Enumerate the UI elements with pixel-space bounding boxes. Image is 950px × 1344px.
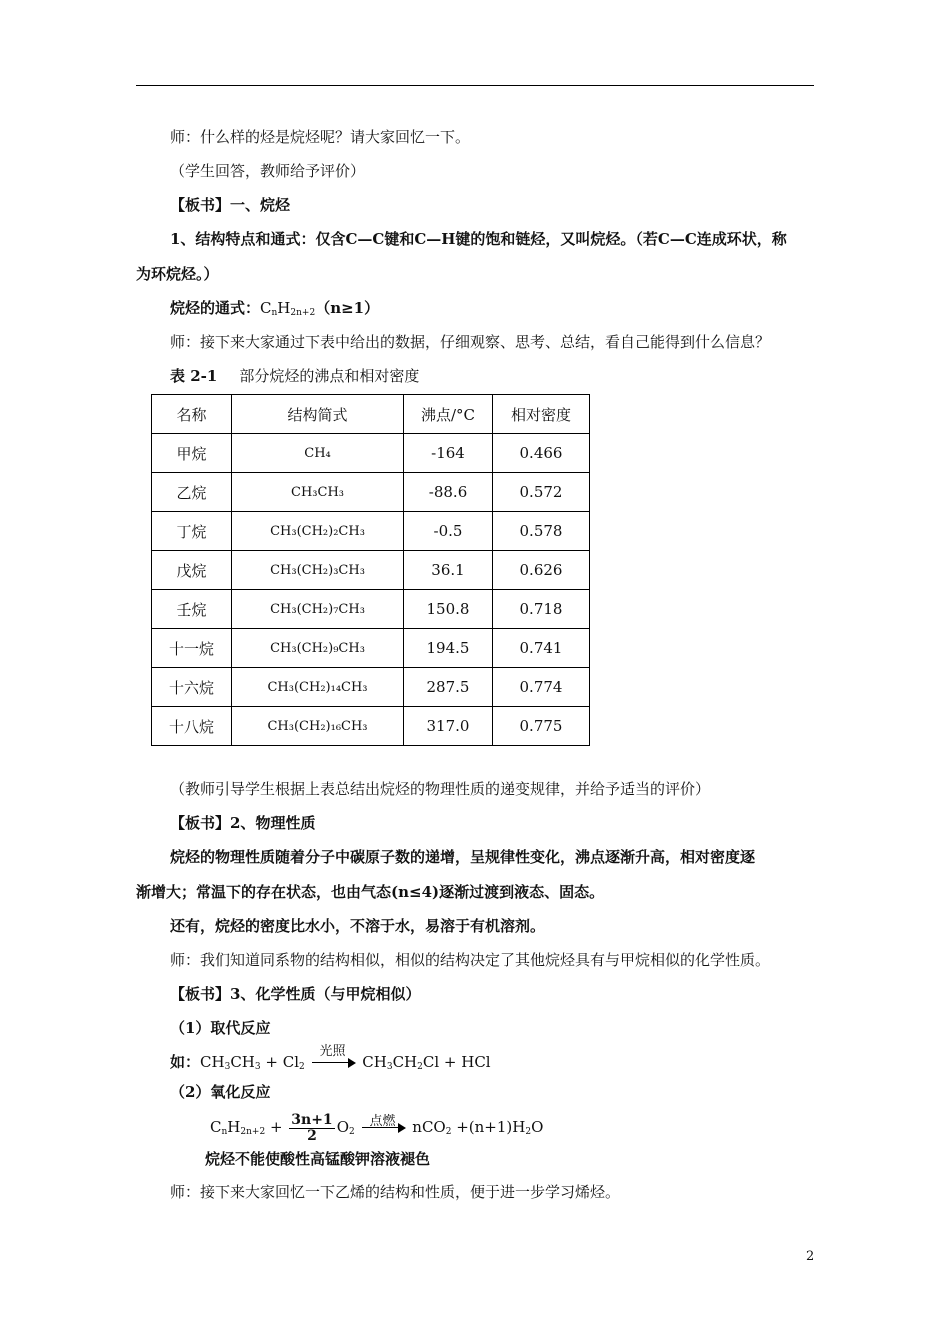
- board-heading-chemical: 【板书】3、化学性质（与甲烷相似）: [170, 985, 421, 1003]
- cell-name: 戊烷: [152, 551, 232, 590]
- cell-formula: CH₃(CH₂)₁₆CH₃: [232, 707, 404, 746]
- cell-bp: 150.8: [404, 590, 493, 629]
- physical-properties-cont: 渐增大；常温下的存在状态，也由气态(n≤4)逐渐过渡到液态、固态。: [136, 883, 605, 901]
- cell-density: 0.741: [493, 629, 590, 668]
- cell-name: 壬烷: [152, 590, 232, 629]
- cell-density: 0.774: [493, 668, 590, 707]
- cell-name: 十六烷: [152, 668, 232, 707]
- cell-bp: 194.5: [404, 629, 493, 668]
- cell-bp: -88.6: [404, 473, 493, 512]
- alkane-table: [151, 394, 590, 746]
- cell-bp: 317.0: [404, 707, 493, 746]
- table-caption: 表 2-1 部分烷烃的沸点和相对密度: [170, 367, 420, 385]
- formula-cnh2n2: $C_nH_{2n+2}$: [260, 299, 316, 318]
- header-density: 相对密度: [493, 395, 590, 434]
- density-solubility: 还有，烷烃的密度比水小，不溶于水，易溶于有机溶剂。: [170, 917, 546, 935]
- cell-name: 十八烷: [152, 707, 232, 746]
- table-row: [152, 707, 590, 746]
- cell-formula: CH₄: [232, 434, 404, 473]
- substitution-heading: （1）取代反应: [170, 1019, 271, 1037]
- structure-definition: 1、结构特点和通式：仅含C—C键和C—H键的饱和链烃，又叫烷烃。（若C—C连成环状，称: [170, 230, 787, 248]
- cell-name: 丁烷: [152, 512, 232, 551]
- cell-formula: CH₃(CH₂)₂CH₃: [232, 512, 404, 551]
- cell-density: 0.572: [493, 473, 590, 512]
- cell-name: 乙烷: [152, 473, 232, 512]
- teacher-guidance: （教师引导学生根据上表总结出烷烃的物理性质的递变规律，并给予适当的评价）: [170, 780, 711, 798]
- cell-formula: CH₃CH₃: [232, 473, 404, 512]
- teacher-instruction: 师：接下来大家通过下表中给出的数据，仔细观察、思考、总结，看自己能得到什么信息？: [170, 333, 771, 351]
- cell-density: 0.466: [493, 434, 590, 473]
- cell-density: 0.626: [493, 551, 590, 590]
- table-row: [152, 434, 590, 473]
- page-number: 2: [806, 1249, 815, 1264]
- general-formula: 烷烃的通式：$C_nH_{2n+2}(n\ge 1)$: [170, 299, 380, 318]
- header-rule: [136, 85, 814, 86]
- cell-formula: CH₃(CH₂)₃CH₃: [232, 551, 404, 590]
- cell-density: 0.578: [493, 512, 590, 551]
- board-heading-alkanes: 【板书】一、烷烃: [170, 196, 291, 214]
- teacher-homologue-note: 师：我们知道同系物的结构相似，相似的结构决定了其他烷烃具有与甲烷相似的化学性质。: [170, 951, 771, 969]
- header-name: 名称: [152, 395, 232, 434]
- teacher-ethylene-review: 师：接下来大家回忆一下乙烯的结构和性质，便于进一步学习烯烃。: [170, 1183, 621, 1201]
- physical-properties: 烷烃的物理性质随着分子中碳原子数的递增，呈规律性变化，沸点逐渐升高，相对密度逐: [170, 848, 756, 866]
- cell-formula: CH₃(CH₂)₉CH₃: [232, 629, 404, 668]
- reaction-arrow: 光照: [312, 1058, 356, 1068]
- table-row: [152, 551, 590, 590]
- reaction-arrow-ignite: 点燃: [362, 1123, 406, 1133]
- table-row: [152, 668, 590, 707]
- table-row: [152, 629, 590, 668]
- board-heading-physical: 【板书】2、物理性质: [170, 814, 316, 832]
- cell-bp: 287.5: [404, 668, 493, 707]
- cell-name: 甲烷: [152, 434, 232, 473]
- student-answer-note: （学生回答，教师给予评价）: [170, 162, 366, 180]
- cell-name: 十一烷: [152, 629, 232, 668]
- table-row: [152, 590, 590, 629]
- table-row: [152, 473, 590, 512]
- teacher-question: 师：什么样的烃是烷烃呢？请大家回忆一下。: [170, 128, 471, 146]
- cell-formula: CH₃(CH₂)₇CH₃: [232, 590, 404, 629]
- header-bp: 沸点/°C: [404, 395, 493, 434]
- cell-density: 0.775: [493, 707, 590, 746]
- table-header-row: [152, 395, 590, 434]
- cell-bp: -0.5: [404, 512, 493, 551]
- cell-formula: CH₃(CH₂)₁₄CH₃: [232, 668, 404, 707]
- cell-density: 0.718: [493, 590, 590, 629]
- header-formula: 结构简式: [232, 395, 404, 434]
- cell-bp: 36.1: [404, 551, 493, 590]
- table-row: [152, 512, 590, 551]
- combustion-equation: $C_nH_{2n+2}$ + $\frac{3n+1}{2}$ $O_2$ 点燃 $nCO_2 +(n+1)H_2O$: [210, 1111, 544, 1144]
- oxidation-heading: （2）氧化反应: [170, 1083, 271, 1101]
- structure-definition-cont: 为环烷烃。）: [136, 265, 219, 283]
- fraction: $\frac{3n+1}{2}$: [291, 1111, 333, 1144]
- cell-bp: -164: [404, 434, 493, 473]
- substitution-equation: 如：$CH_3CH_3 + Cl_2$ 光照 $CH_3CH_2Cl$ + HCl: [170, 1044, 491, 1072]
- kmno4-note: 烷烃不能使酸性高锰酸钾溶液褪色: [205, 1150, 431, 1168]
